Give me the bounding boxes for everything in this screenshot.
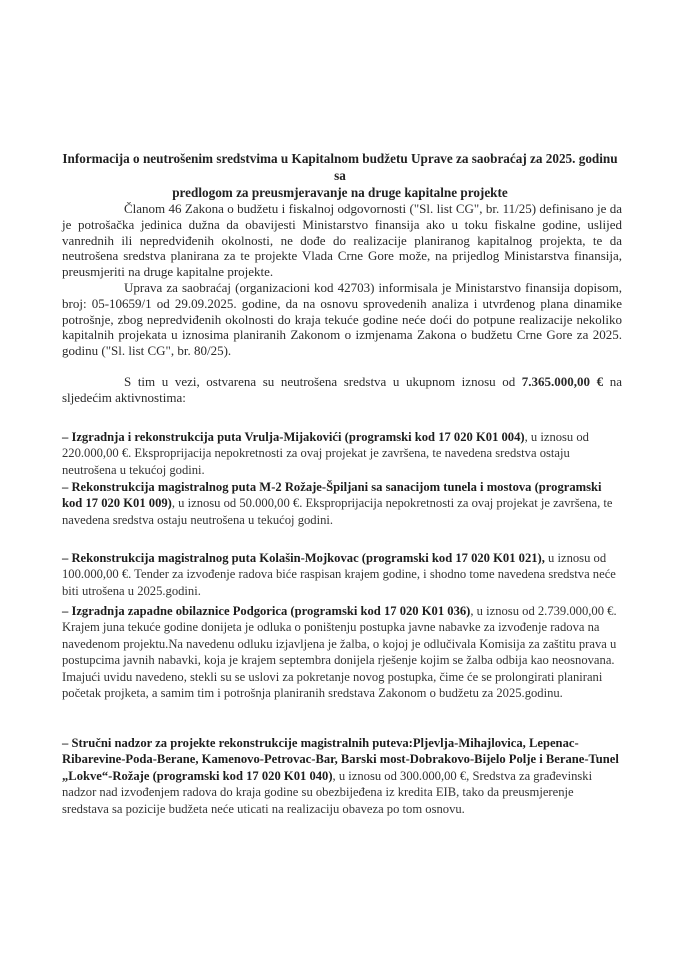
- paragraph-total-amount: [62, 374, 622, 406]
- total-amount: 7.365.000,00 €: [521, 374, 604, 389]
- total-intro-text: S tim u vezi, ostvarena su neutrošena sredstva u ukupnom iznosu od: [124, 374, 522, 389]
- item-heading: – Stručni nadzor za projekte rekonstrukcije magistralnih puteva:Pljevlja-Mihajlovica, Lepenac-Ribarevine-Poda-Berane, Kamenovo-Petrovac-Bar, Barski most-Dobrakovo-Bijelo Polje i Berane-Tunel „Lokve“-Rožaje (programski kod 17 020 K01 040): [62, 736, 619, 783]
- list-item-supervision: [62, 735, 622, 817]
- list-item-rozaje-spiljani: [62, 479, 622, 528]
- item-text: u iznosu od 100.000,00 €. Tender za izvođenje radova biće raspisan krajem godine, i shodno tome navedena sredstva neće biti utrošena u 2025.godini.: [62, 551, 616, 598]
- total-outro-text: na sljedećim aktivnostima:: [62, 374, 622, 405]
- list-item-podgorica-bypass: [62, 603, 622, 701]
- list-item-vrulja-mijakovici: [62, 429, 622, 478]
- item-heading: – Rekonstrukcija magistralnog puta Kolašin-Mojkovac (programski kod 17 020 K01 021),: [62, 551, 545, 565]
- document-title: [60, 150, 620, 201]
- title-line-2: predlogom za preusmjeravanje na druge kapitalne projekte: [172, 185, 508, 200]
- title-line-1: Informacija o neutrošenim sredstvima u Kapitalnom budžetu Uprave za saobraćaj za 2025. godinu sa: [62, 151, 618, 183]
- item-heading: – Izgradnja i rekonstrukcija puta Vrulja-Mijakovići (programski kod 17 020 K01 004): [62, 430, 525, 444]
- item-heading: – Rekonstrukcija magistralnog puta M-2 Rožaje-Špiljani sa sanacijom tunela i mostova (programski kod 17 020 K01 009): [62, 480, 602, 511]
- item-text: , u iznosu od 300.000,00 €, Sredstva za građevinski nadzor nad izvođenjem radova do kraja godine su obezbijeđena iz kredita EIB, tako da preusmjerenje sredstava sa pozicije budžeta neće uticati na realizaciju obaveza po tom osnovu.: [62, 768, 593, 816]
- item-text: , u iznosu od 50.000,00 €. Eksproprijacija nepokretnosti za ovaj projekat je završena, te navedena sredstva ostaju neutrošena u tekućoj godini.: [62, 496, 613, 527]
- item-text: , u iznosu od 2.739.000,00 €. Krajem juna tekuće godine donijeta je odluka o poništenju postupka javne nabavke za izvođenje radova na navedenom projektu.Na navedenu odluku izjavljena je žalba, o kojoj je odlučivala Komisija za zaštitu prava u postupcima javnih nabavki, koja je krajem septembra donijela rješenje kojim se žalba odbija kao neosnovana. Imajući uvidu navedeno, stekli su se uslovi za pokretanje novog postupka, čime će se prolongirati planirani početak projketa, a samim tim i potrošnja planiranih sredstava Zakonom o budžetu za 2025.godinu.: [62, 604, 617, 701]
- item-heading: – Izgradnja zapadne obilaznice Podgorica (programski kod 17 020 K01 036): [62, 604, 471, 618]
- paragraph-legal-basis: Članom 46 Zakona o budžetu i fiskalnoj odgovornosti ("Sl. list CG", br. 11/25) definisano je da je potrošačka jedinica dužna da obavijesti Ministarstvo finansija ako u toku fiskalne godine, uslijed vanrednih ili nepredviđenih okolnosti, ne dođe do realizacije planiranog kapitalnog projekta, te da neutrošena sredstva planirana za te projekte Vlada Crne Gore može, na prijedlog Ministarstva finansija, preusmjeriti na druge kapitalne projekte.: [62, 201, 622, 280]
- list-item-kolasin-mojkovac: [62, 550, 622, 599]
- paragraph-agency-notice: Uprava za saobraćaj (organizacioni kod 42703) informisala je Ministarstvo finansija dopisom, broj: 05-10659/1 od 29.09.2025. godine, da na osnovu sprovedenih analiza i utvrđenog plana dinamike potrošnje, zbog nepredviđenih okolnosti do kraja tekuće godine neće doći do potpune realizacije nekoliko kapitalnih projekata u iznosima planiranih Zakonom o izmjenama Zakona o budžetu Crne Gore za 2025. godinu ("Sl. list CG", br. 80/25).: [62, 280, 622, 359]
- item-text: , u iznosu od 220.000,00 €. Eksproprijacija nepokretnosti za ovaj projekat je završena, te navedena sredstva ostaju neutrošena u tekućoj godini.: [62, 430, 589, 477]
